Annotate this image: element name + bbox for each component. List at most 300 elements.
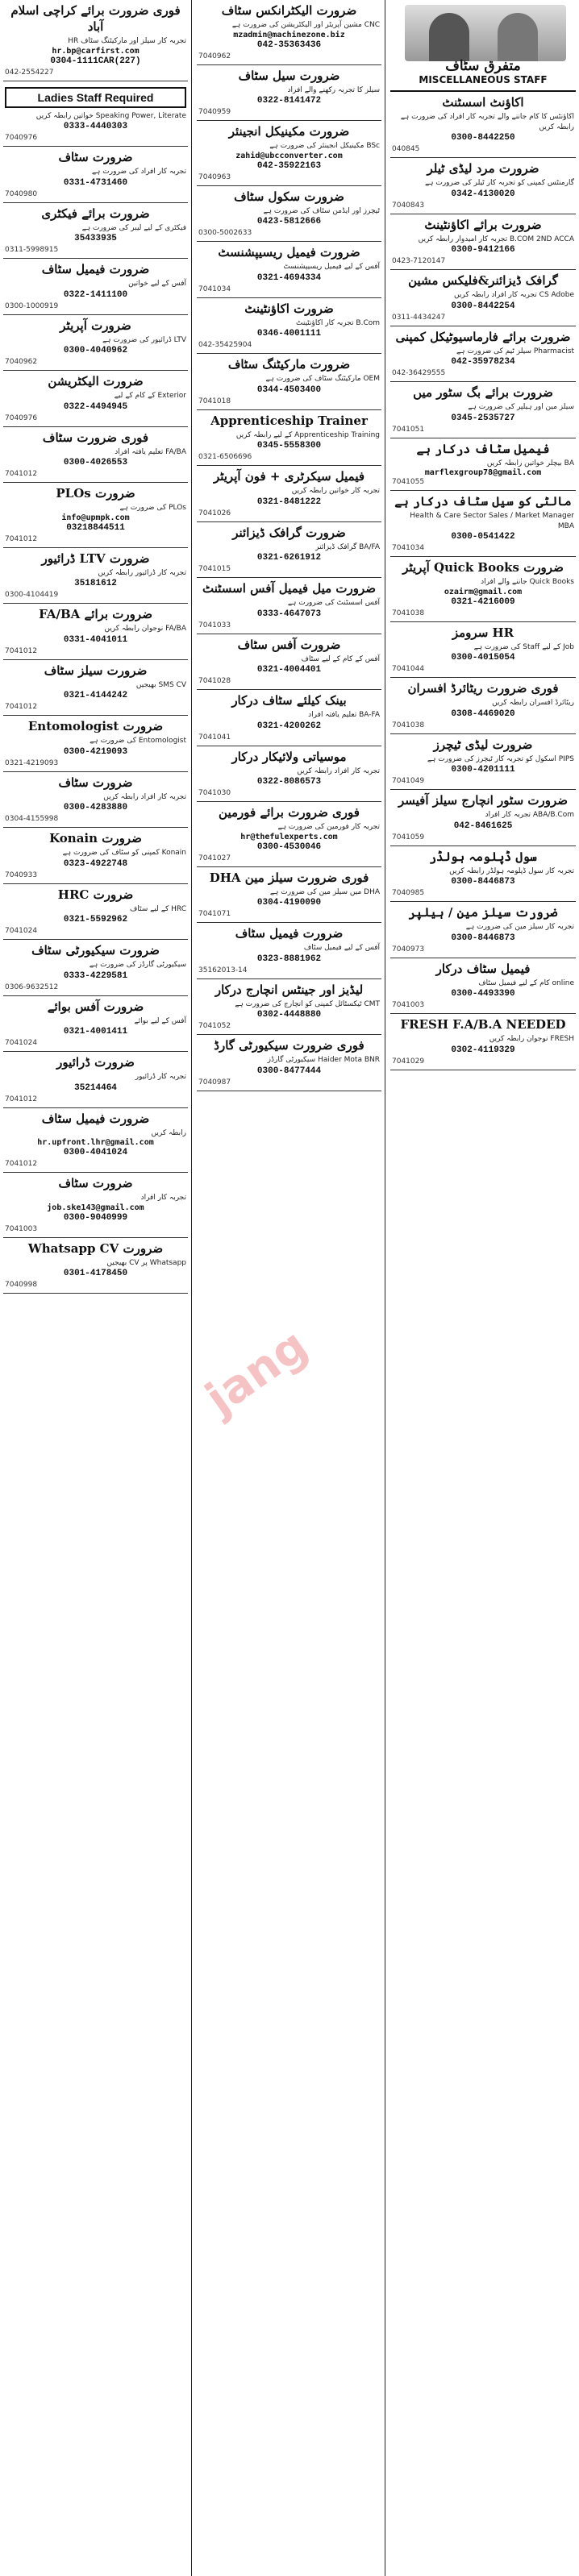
classified-ad [3, 1173, 188, 1238]
ad-reference: 042-2554227 [5, 68, 54, 77]
ad-email: ozairm@gmail.com [444, 587, 523, 596]
section-title-urdu: متفرق سٹاف [445, 58, 521, 74]
ad-reference: 7041018 [198, 397, 231, 405]
classified-ad [3, 548, 188, 605]
ad-phone: 0321-4216009 [451, 596, 515, 607]
ad-reference: 0423-7120147 [392, 257, 446, 265]
ad-body: تجربہ کار افراد رابطہ کریں [297, 767, 380, 775]
ad-heading: اکاؤنٹ اسسٹنٹ [442, 95, 524, 110]
ad-reference: 7041052 [198, 1022, 231, 1030]
ad-reference: 7041044 [392, 665, 425, 673]
column-middle [194, 0, 385, 2576]
ad-heading: HR سرومز [452, 625, 514, 640]
ad-phone: 0321-4144242 [63, 691, 128, 700]
ad-body: HRC کے لیے سٹاف [129, 904, 186, 913]
ad-email: mzadmin@machinezone.biz [233, 30, 345, 39]
classified-ad [390, 678, 576, 734]
ad-reference: 7040959 [198, 108, 231, 116]
classified-ad [3, 660, 188, 717]
ad-body: FA/BA نوجوان رابطہ کریں [104, 625, 186, 633]
ad-reference: 35162013-14 [198, 966, 248, 974]
ad-body: ریٹائرڈ افسران رابطہ کریں [492, 699, 574, 707]
ad-body: آفس کے لیے فیمیل ریسیپشنسٹ [283, 263, 380, 271]
ad-heading: ضرورت Whatsapp CV [27, 1240, 164, 1256]
ad-reference: 7041034 [392, 544, 425, 552]
person-figure-icon [498, 13, 538, 61]
classified-ad [197, 923, 381, 979]
classified-ad [197, 354, 381, 410]
ad-heading: ضرورت گرافک ڈیزائنر [232, 525, 346, 540]
ad-phone: 042-35922163 [256, 160, 322, 171]
ad-phone: 0300-0541422 [451, 532, 515, 542]
ad-heading: ضرورت سٹور انچارج سیلز آفیسر [398, 793, 568, 808]
ad-heading: ضرورت برائے FA/BA [39, 607, 152, 621]
ad-reference: 7040998 [5, 1281, 38, 1289]
classified-ad [197, 65, 381, 122]
ad-body: CNC مشین آپریٹر اور الیکٹریشن کی ضرورت ہے [231, 21, 380, 29]
ad-phone: 0300-8442250 [451, 133, 515, 143]
ad-phone: 0345-2535727 [451, 413, 515, 423]
ad-reference: 7041003 [5, 1224, 38, 1233]
ad-phone: 0322-1411100 [63, 289, 128, 300]
ad-phone: 0321-8481222 [256, 497, 322, 507]
ad-heading: مالٹی کو سیل سٹاف درکار ہے [394, 494, 572, 509]
ad-reference: 7041030 [198, 789, 231, 797]
ad-reference: 7041041 [198, 733, 231, 742]
ad-phone: 0321-6261912 [256, 553, 322, 563]
classified-ad [3, 203, 188, 260]
ad-phone: 0300-4283880 [63, 803, 128, 812]
classified-ad [3, 716, 188, 772]
ad-reference: 7040962 [198, 52, 231, 60]
classified-ad [197, 0, 381, 65]
ad-reference: 040845 [392, 145, 420, 153]
classified-ad [3, 1108, 188, 1174]
ad-heading: ضرورت سیکیورٹی سٹاف [31, 943, 160, 958]
ad-phone: 0300-9412166 [451, 245, 515, 255]
column-right [387, 0, 579, 2576]
ad-phone: 0342-4130020 [451, 189, 515, 199]
classified-ad [390, 270, 576, 326]
ad-heading: ضرورت برائے فارماسیوٹیکل کمپنی [395, 329, 571, 344]
ad-heading: ضرورت الیکٹرانکس سٹاف [221, 3, 357, 18]
classified-ad [390, 326, 576, 383]
ad-reference: 7041051 [392, 425, 425, 434]
classified-ad [3, 1052, 188, 1108]
ad-body: BSc مکینیکل انجینئر کی ضرورت ہے [269, 142, 380, 150]
ad-body: تجربہ کار سول ڈپلومہ ہولڈر رابطہ کریں [449, 866, 574, 875]
ad-reference: 0300-1000919 [5, 301, 59, 310]
ad-body: تجربہ کار افراد کی ضرورت ہے [91, 168, 186, 176]
classified-ad [3, 147, 188, 203]
ad-reference: 7040962 [5, 358, 38, 366]
ad-reference: 0306-9632512 [5, 983, 59, 991]
classified-ad [390, 1014, 576, 1070]
ad-reference: 7040987 [198, 1078, 231, 1086]
ad-body: CS Adobe تجربہ کار افراد رابطہ کریں [454, 291, 574, 299]
ad-reference: 0311-4434247 [392, 313, 446, 322]
ad-phone: 0423-5812666 [256, 217, 322, 226]
classified-ad [3, 940, 188, 996]
ad-phone: 042-35978234 [451, 357, 515, 367]
ad-phone: 0331-4041011 [63, 634, 128, 645]
ad-reference: 7041012 [5, 470, 38, 478]
ad-phone: 0323-4922748 [63, 858, 128, 869]
ad-reference: 7041071 [198, 910, 231, 918]
ad-heading: ضرورت مارکیٹنگ سٹاف [227, 357, 351, 372]
ad-phone: 0300-4041024 [63, 1148, 128, 1157]
ad-reference: 7040980 [5, 189, 38, 198]
ad-heading: فوری ضرورت سیکیورٹی گارڈ [214, 1038, 364, 1053]
ad-phone: 0321-4004401 [256, 665, 322, 675]
ad-body: سیلز مین اور ہیلپر کی ضرورت ہے [468, 403, 574, 411]
ad-phone: 0333-4440303 [63, 122, 128, 131]
ad-body: BA بیچلر خواتین رابطہ کریں [486, 459, 574, 467]
ad-phone: 0321-4200262 [256, 721, 322, 731]
ad-body: تجربہ کار ڈرائیور رابطہ کریں [98, 568, 186, 577]
ad-body: PLOs کی ضرورت ہے [119, 504, 186, 512]
ad-email: marflexgroup78@gmail.com [424, 468, 542, 477]
classified-ad [3, 996, 188, 1053]
ad-reference: 7041024 [5, 1039, 38, 1047]
ad-body: Exterior کے کام کے لیے [114, 392, 186, 400]
ad-body: FRESH نوجوان رابطہ کریں [489, 1035, 574, 1043]
classified-ad [197, 186, 381, 243]
ad-reference: 7041038 [392, 609, 425, 617]
ad-heading: ضرورت میل فیمیل آفس اسسٹنٹ [202, 581, 377, 596]
section-title-english: MISCELLANEOUS STAFF [419, 74, 548, 85]
ad-phone: 0345-5558300 [256, 441, 322, 451]
ad-reference: 7041049 [392, 777, 425, 785]
classified-ad [197, 410, 381, 467]
ad-reference: 0321-6506696 [198, 453, 252, 461]
classified-ad [390, 734, 576, 791]
ad-body: B.COM 2ND ACCA تجربہ کار امیدوار رابطہ کریں [418, 235, 574, 243]
ad-body: رابطہ کریں [151, 1128, 186, 1137]
classified-ad [197, 121, 381, 186]
ad-heading: لیڈیز اور جینٹس انچارج درکار [215, 982, 364, 997]
ad-heading: فیمیل سیکرٹری + فون آپریٹر [213, 469, 365, 484]
classified-ad [390, 622, 576, 679]
ad-email: hr.bp@carfirst.com [52, 46, 140, 56]
ad-phone: 0300-4201111 [451, 765, 515, 775]
classified-ad [197, 1035, 381, 1091]
ad-phone: 0333-4647073 [256, 609, 322, 619]
ad-heading: ضرورت ڈرائیور [56, 1055, 135, 1070]
ad-phone: 35181612 [74, 579, 117, 588]
classified-ad [390, 92, 576, 158]
ad-heading: ضرورت فیمیل سٹاف [235, 926, 344, 941]
ad-body: FA/BA تعلیم یافتہ افراد [115, 447, 186, 456]
ad-body: آفس اسسٹنٹ کی ضرورت ہے [287, 599, 380, 607]
classified-ad [197, 802, 381, 867]
ad-phone: 0322-4494945 [63, 401, 128, 412]
ad-body: اکاؤنٹس کا کام جاننے والے تجربہ کار افراد کی ضرورت ہے رابطہ کریں [400, 113, 574, 131]
ad-reference: 7040985 [392, 889, 425, 897]
ad-heading: ضرورت Entomologist [27, 719, 164, 733]
ad-reference: 0311-5998915 [5, 246, 59, 254]
classified-ad [3, 604, 188, 660]
ad-heading: بینک کیلئے سٹاف درکار [231, 693, 347, 708]
ad-email: info@upmpk.com [61, 513, 130, 522]
ad-reference: 7041012 [5, 1095, 38, 1103]
ad-reference: 0304-4155998 [5, 815, 59, 823]
ad-reference: 7041012 [5, 534, 38, 543]
ad-phone: 0300-4493390 [451, 989, 515, 999]
classified-ad [390, 902, 576, 958]
ad-heading: Apprenticeship Trainer [210, 413, 368, 428]
ad-phone: 0300-4026553 [63, 458, 128, 467]
ad-body: B.Com تجربہ کار اکاؤنٹینٹ [296, 318, 380, 327]
ad-body: تجربہ کار خواتین رابطہ کریں [291, 487, 380, 495]
classified-ad [3, 772, 188, 829]
ad-body: BA/FA گرافک ڈیزائنر [315, 542, 380, 551]
classified-ad [3, 483, 188, 548]
ad-email: job.ske143@gmail.com [47, 1203, 144, 1212]
classified-ad [3, 371, 188, 427]
ad-phone: 0300-4040962 [63, 346, 128, 355]
ad-phone: 0300-9040999 [63, 1212, 128, 1223]
ad-reference: 7040933 [5, 870, 38, 879]
ad-phone: 0301-4178450 [63, 1269, 128, 1278]
ad-phone: 0323-8881962 [256, 954, 322, 964]
ad-reference: 042-35425904 [198, 341, 252, 349]
ad-reference: 7041012 [5, 1160, 38, 1168]
ad-body: تجربہ کار ڈرائیور [135, 1073, 186, 1081]
ad-heading: ضرورت HRC [57, 887, 134, 902]
classified-ad [197, 634, 381, 691]
ad-heading: ضرورت PLOs [56, 486, 135, 501]
classified-ad [197, 979, 381, 1036]
ad-reference: 7041028 [198, 677, 231, 685]
ad-heading: ضرورت Quick Books آپریٹر [402, 560, 564, 575]
ad-heading: ضرورت سکول سٹاف [234, 189, 344, 204]
ad-body: SMS CV بھیجیں [135, 680, 186, 689]
ad-phone: 0302-4448880 [256, 1010, 322, 1020]
ad-body: Quick Books جاننے والے افراد [481, 578, 574, 586]
ad-heading: ضرورت سٹاف [58, 150, 133, 164]
ad-phone: 0304-4190090 [256, 898, 322, 908]
ad-heading: ضرورت الیکٹریشن [48, 374, 144, 388]
ad-heading: ضرورت سٹاف [58, 775, 133, 790]
ad-body: تجربہ کار سیلز اور مارکیٹنگ سٹاف HR [68, 37, 186, 45]
ad-reference: 7041029 [392, 1057, 425, 1066]
ad-reference: 7041034 [198, 285, 231, 293]
ad-phone: 042-35363436 [256, 39, 322, 50]
ad-heading: موسیاتی ولائیکار درکار [231, 749, 347, 764]
ad-body: Whatsapp پر CV بھیجیں [106, 1258, 186, 1267]
ad-heading: گرافک ڈیزائنر&فلیکس مشین [408, 273, 558, 288]
ad-reference: 7041055 [392, 478, 425, 486]
ad-heading: فوری ضرورت سٹاف [42, 430, 149, 445]
classified-ad [390, 557, 576, 622]
classified-ad [197, 690, 381, 746]
ad-body: Health & Care Sector Sales / Market Manager MBA [410, 512, 574, 530]
ad-body: Konain کمپنی کو سٹاف کی ضرورت ہے [62, 849, 186, 857]
ad-phone: 0300-4530046 [256, 841, 322, 852]
ad-heading: ضرورت Konain [49, 831, 142, 846]
ad-phone: 0300-8446873 [451, 877, 515, 887]
ad-reference: 7041012 [5, 703, 38, 711]
classified-ad [390, 491, 576, 557]
ad-body: OEM مارکیٹنگ سٹاف کی ضرورت ہے [265, 375, 380, 383]
classified-ad [3, 0, 188, 81]
ad-phone: 0300-8477444 [256, 1066, 322, 1076]
ad-heading: ضرورت برائے فیکٹری [41, 206, 150, 221]
ad-heading: ضرورت سیل سٹاف [238, 68, 340, 83]
ad-body: آفس کے کام کے لیے سٹاف [301, 654, 380, 663]
ad-heading: ضرورت آفس سٹاف [237, 637, 341, 652]
ad-reference: 7041012 [5, 646, 38, 655]
ad-reference: 7040973 [392, 945, 425, 954]
ad-heading: ضرورت سٹاف [58, 1176, 133, 1190]
classified-ad [390, 382, 576, 438]
ad-body: ٹیچرز اور ایڈمن سٹاف کی ضرورت ہے [263, 206, 380, 215]
ad-phone: 0302-4119329 [451, 1045, 515, 1055]
ad-body: سیکیورٹی گارڈز کی ضرورت ہے [89, 961, 186, 969]
ad-heading: ضرورت برائے اکاؤنٹینٹ [424, 217, 542, 232]
ad-phone: 0308-4469020 [451, 708, 515, 719]
ad-body: Pharmacist سیلز ٹیم کی ضرورت ہے [456, 347, 574, 355]
ad-heading: ضرورت سیلز سٹاف [44, 663, 148, 678]
ad-body: فیکٹری کے لیے لیبر کی ضرورت ہے [81, 223, 186, 232]
ad-heading: ضرورت فیمیل سٹاف [41, 1111, 150, 1126]
ad-body: BA-FA تعلیم یافتہ افراد [308, 711, 380, 719]
ad-body: Speaking Power, Literate خواتین رابطہ کریں [35, 111, 186, 120]
ad-body: online کام کے لیے فیمیل سٹاف [478, 978, 574, 987]
column-left [0, 0, 192, 2576]
ad-reference: 0300-5002633 [198, 229, 252, 237]
watermark: jang [196, 1319, 318, 1426]
ad-phone: 0300-4219093 [63, 746, 128, 757]
ad-body: DHA میں سیلز مین کی ضرورت ہے [269, 887, 380, 896]
ad-phone: 0333-4229581 [63, 970, 128, 981]
ad-body: Haider Mota BNR سیکیورٹی گارڈز [267, 1056, 380, 1064]
ad-reference: 042-36429555 [392, 369, 446, 377]
ad-reference: 7041003 [392, 1001, 425, 1009]
ad-reference: 0321-4219093 [5, 758, 59, 767]
ad-heading: ضرورت مکینیکل انجینئر [228, 124, 350, 139]
ad-reference: 7040963 [198, 172, 231, 181]
classified-ad [197, 578, 381, 634]
ad-reference: 7041059 [392, 833, 425, 841]
ad-heading: FRESH F.A/B.A NEEDED [400, 1017, 566, 1032]
ad-phone: 0344-4503400 [256, 384, 322, 395]
ad-heading: ضرورت آپریٹر [60, 318, 131, 333]
ad-phone: 0321-4001411 [63, 1027, 128, 1037]
ad-phone: 03218844511 [66, 522, 125, 533]
ad-phone: 0346-4001111 [256, 329, 322, 339]
ad-heading: ضرورت مرد لیڈی ٹیلر [427, 161, 539, 176]
classified-ad [3, 884, 188, 941]
ad-heading: ضرورت برائے بگ سٹور میں [413, 385, 553, 400]
ad-heading: ضرورت سیلز مین / ہیلپر [408, 905, 558, 920]
ad-body: CMT ٹیکسٹائل کمپنی کو انچارج کی ضرورت ہے [235, 999, 380, 1008]
ad-heading: ضرورت لیڈی ٹیچرز [433, 737, 533, 752]
ad-email: hr@thefulexperts.com [240, 832, 338, 841]
ad-phone: 0304-1111CAR(227) [50, 56, 141, 66]
classified-ad [197, 466, 381, 522]
ad-phone: 0331-4731460 [63, 177, 128, 188]
ad-reference: 7041015 [198, 565, 231, 573]
ad-phone: 0322-8086573 [256, 777, 322, 787]
ad-heading: فیمیل سٹاف درکار [435, 961, 531, 976]
ad-heading: فوری ضرورت برائے کراچی اسلام آباد [10, 3, 181, 34]
ad-phone: 0321-4694334 [256, 272, 322, 283]
ad-body: تجربہ کار افراد رابطہ کریں [103, 792, 186, 801]
ad-heading: فوری ضرورت ریٹائرڈ افسران [407, 681, 559, 696]
classified-ad [3, 828, 188, 884]
ad-body: گارمنٹس کمپنی کو تجربہ کار ٹیلر کی ضرورت ہے [424, 179, 574, 187]
person-figure-icon [429, 13, 469, 61]
classified-ad [390, 158, 576, 214]
ad-body: PIPS اسکول کو تجربہ کار ٹیچرز کی ضرورت ہے [427, 754, 574, 763]
ad-reference: 7041027 [198, 854, 231, 862]
ad-reference: 7041024 [5, 927, 38, 935]
ad-body: آفس کے لیے بوائے [134, 1016, 186, 1025]
ad-body: Apprenticeship Training کے لیے رابطہ کریں [235, 430, 380, 439]
ad-phone: 0322-8141472 [256, 96, 322, 106]
classified-ad [197, 298, 381, 355]
ad-phone: 0300-8446873 [451, 933, 515, 943]
ad-reference: 7041038 [392, 721, 425, 729]
ad-body: ABA/B.Com تجربہ کار افراد [485, 811, 574, 819]
classified-ad [3, 1238, 188, 1294]
ad-heading: فوری ضرورت برائے فورمین [219, 805, 360, 820]
ad-heading: ضرورت فیمیل سٹاف [41, 262, 150, 276]
ad-phone: 0300-8442254 [451, 301, 515, 311]
ad-reference: 7040976 [5, 413, 38, 422]
classified-ad [197, 522, 381, 579]
ad-body: تجربہ کار سیلز مین کی ضرورت ہے [465, 923, 574, 931]
ad-phone: 0321-5592962 [63, 915, 128, 924]
classified-ad [3, 81, 188, 147]
ad-phone: 042-8461625 [453, 821, 513, 831]
ad-heading: ضرورت فیمیل ریسیپشنسٹ [218, 245, 360, 260]
classified-ad [390, 438, 576, 492]
classified-ad [390, 790, 576, 846]
classified-ad [197, 242, 381, 298]
classified-ad [390, 846, 576, 903]
header-photo [405, 5, 566, 61]
classified-ad [3, 427, 188, 484]
ad-heading: ضرورت آفس بوائے [47, 999, 144, 1014]
ad-heading: ضرورت اکاؤنٹینٹ [244, 301, 334, 316]
ad-email: zahid@ubcconverter.com [235, 151, 343, 160]
ad-heading: ضرورت LTV ڈرائیور [41, 551, 150, 566]
ad-heading: Ladies Staff Required [5, 87, 186, 108]
classified-ad [3, 315, 188, 372]
ad-body: LTV ڈرائیور کی ضرورت ہے [102, 335, 186, 344]
ad-body: سیلز کا تجربہ رکھنے والے افراد [287, 85, 380, 94]
ad-phone: 35433935 [74, 234, 117, 243]
ad-email: hr.upfront.lhr@gmail.com [37, 1138, 154, 1147]
classified-ad [197, 746, 381, 803]
classified-ad [390, 214, 576, 271]
section-header [390, 0, 576, 92]
ad-body: آفس کے لیے خواتین [128, 280, 186, 288]
classified-ad [390, 958, 576, 1015]
ad-body: تجربہ کار افراد [140, 1194, 186, 1202]
ad-phone: 0300-4015054 [451, 653, 515, 663]
classified-ad [3, 259, 188, 315]
ad-phone: 35214464 [74, 1082, 117, 1093]
ad-reference: 7040843 [392, 201, 425, 210]
ad-heading: فوری ضرورت سیلز مین DHA [209, 870, 369, 885]
ad-heading: سول ڈپلومہ ہولڈر [429, 849, 537, 864]
ad-reference: 7041033 [198, 621, 231, 629]
classified-ad [197, 867, 381, 924]
